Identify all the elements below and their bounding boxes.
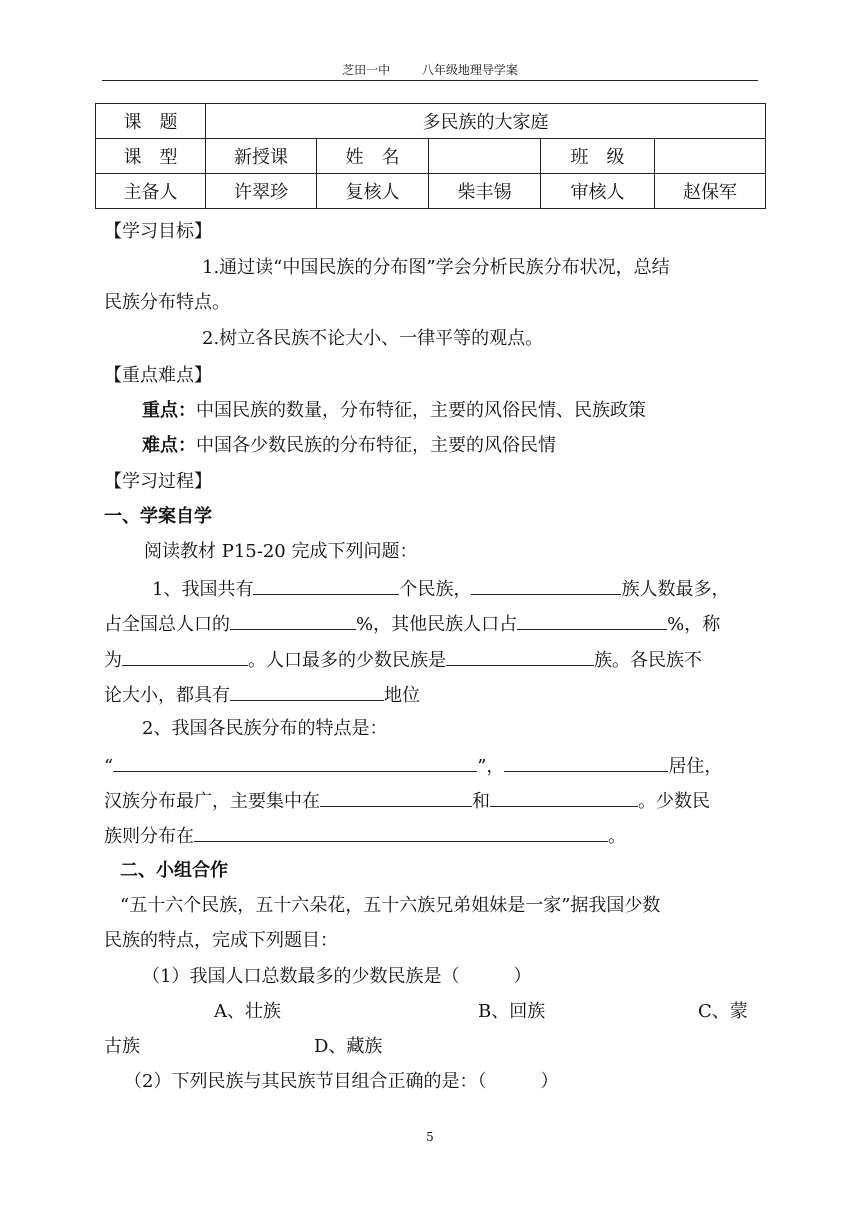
question-1-line-2 xyxy=(104,611,720,635)
hard-point xyxy=(142,434,556,458)
topic-label: 课 题 xyxy=(96,104,206,139)
class-label: 班 级 xyxy=(541,139,655,174)
q2-text-c: 居住， xyxy=(668,756,723,777)
answer-blank[interactable] xyxy=(194,823,608,842)
answer-blank[interactable] xyxy=(504,753,668,772)
page-number: 5 xyxy=(426,1130,434,1144)
question-1-line-4 xyxy=(104,682,420,706)
mc-1-option-a[interactable]: A、壮族 xyxy=(214,1001,281,1022)
q2-text-e: 和 xyxy=(472,791,490,812)
answer-blank[interactable] xyxy=(320,788,472,807)
key-point xyxy=(142,399,646,423)
answer-blank[interactable] xyxy=(230,611,356,630)
table-row xyxy=(96,174,766,209)
answer-blank[interactable] xyxy=(113,753,477,772)
q1-text-c: 族人数最多， xyxy=(621,579,730,600)
auditor-value: 赵保军 xyxy=(655,174,766,209)
goal-1-line-2: 民族分布特点。 xyxy=(104,292,230,313)
reviewer-label: 复核人 xyxy=(317,174,429,209)
reviewer-value: 柴丰锡 xyxy=(429,174,541,209)
mc-1-option-d[interactable]: D、藏族 xyxy=(314,1036,383,1057)
answer-blank[interactable] xyxy=(490,788,638,807)
q2-text-b: ”， xyxy=(477,756,505,777)
header-school: 芝田一中 xyxy=(342,63,391,77)
q1-text-b: 个民族， xyxy=(399,579,472,600)
q1-text-g: 为 xyxy=(104,650,122,671)
question-2-line-3 xyxy=(104,823,626,847)
table-row xyxy=(96,139,766,174)
question-2-line-1 xyxy=(104,753,722,777)
q2-text-f: 。少数民 xyxy=(638,791,710,812)
key-title: 【重点难点】 xyxy=(104,365,212,386)
topic-value: 多民族的大家庭 xyxy=(206,104,766,139)
goals-title: 【学习目标】 xyxy=(104,221,212,242)
answer-blank[interactable] xyxy=(446,647,594,666)
coop-line-1: “五十六个民族，五十六朵花，五十六族兄弟姐妹是一家”据我国少数 xyxy=(120,895,661,916)
key-label: 重点： xyxy=(142,400,196,421)
info-table xyxy=(95,103,766,209)
answer-blank[interactable] xyxy=(471,576,621,595)
mc-2-question: （2）下列民族与其民族节目组合正确的是：（ ） xyxy=(124,1071,559,1092)
q1-text-j: 论大小，都具有 xyxy=(104,685,230,706)
part-2-title: 二、小组合作 xyxy=(120,860,228,881)
type-value: 新授课 xyxy=(206,139,317,174)
hard-text: 中国各少数民族的分布特征，主要的风俗民情 xyxy=(196,435,556,456)
q2-text-g: 族则分布在 xyxy=(104,826,194,847)
q1-text-a: 1、我国共有 xyxy=(152,579,254,600)
q1-text-d: 占全国总人口的 xyxy=(104,614,230,635)
q1-text-e: %，其他民族人口占 xyxy=(356,614,518,635)
q2-text-a: “ xyxy=(104,756,114,777)
question-1-line-1 xyxy=(152,576,729,600)
q1-text-f: %，称 xyxy=(667,614,721,635)
mc-1-option-b[interactable]: B、回族 xyxy=(478,1001,546,1022)
q2-text-h: 。 xyxy=(608,826,626,847)
answer-blank[interactable] xyxy=(122,647,248,666)
table-row xyxy=(96,104,766,139)
preparer-label: 主备人 xyxy=(96,174,206,209)
part-1-title: 一、学案自学 xyxy=(104,506,212,527)
type-label: 课 型 xyxy=(96,139,206,174)
class-value[interactable] xyxy=(655,139,766,174)
answer-blank[interactable] xyxy=(517,611,667,630)
auditor-label: 审核人 xyxy=(541,174,655,209)
q2-text-d: 汉族分布最广，主要集中在 xyxy=(104,791,320,812)
q1-text-k: 地位 xyxy=(384,685,420,706)
goal-2: 2.树立各民族不论大小、一律平等的观点。 xyxy=(202,328,544,349)
name-value[interactable] xyxy=(429,139,541,174)
answer-blank[interactable] xyxy=(230,682,384,701)
header-course: 八年级地理导学案 xyxy=(421,63,518,77)
key-text: 中国民族的数量，分布特征，主要的风俗民情、民族政策 xyxy=(196,400,646,421)
page-header xyxy=(102,62,758,81)
coop-line-2: 民族的特点，完成下列题目： xyxy=(104,930,338,951)
mc-1-question: （1）我国人口总数最多的少数民族是（ ） xyxy=(142,966,532,987)
name-label: 姓 名 xyxy=(317,139,429,174)
preparer-value: 许翠珍 xyxy=(206,174,317,209)
question-2-line-2 xyxy=(104,788,710,812)
q1-text-h: 。人口最多的少数民族是 xyxy=(248,650,446,671)
goal-1-line-1: 1.通过读“中国民族的分布图”学会分析民族分布状况，总结 xyxy=(202,257,670,278)
q1-text-i: 族。各民族不 xyxy=(594,650,702,671)
question-2-title: 2、我国各民族分布的特点是： xyxy=(142,718,388,739)
process-title: 【学习过程】 xyxy=(104,471,212,492)
hard-label: 难点： xyxy=(142,435,196,456)
read-instruction: 阅读教材 P15-20 完成下列问题： xyxy=(144,541,418,562)
answer-blank[interactable] xyxy=(253,576,399,595)
mc-1-option-c-cont: 古族 xyxy=(104,1036,140,1057)
question-1-line-3 xyxy=(104,647,702,671)
mc-1-option-c[interactable]: C、蒙 xyxy=(698,1001,748,1022)
